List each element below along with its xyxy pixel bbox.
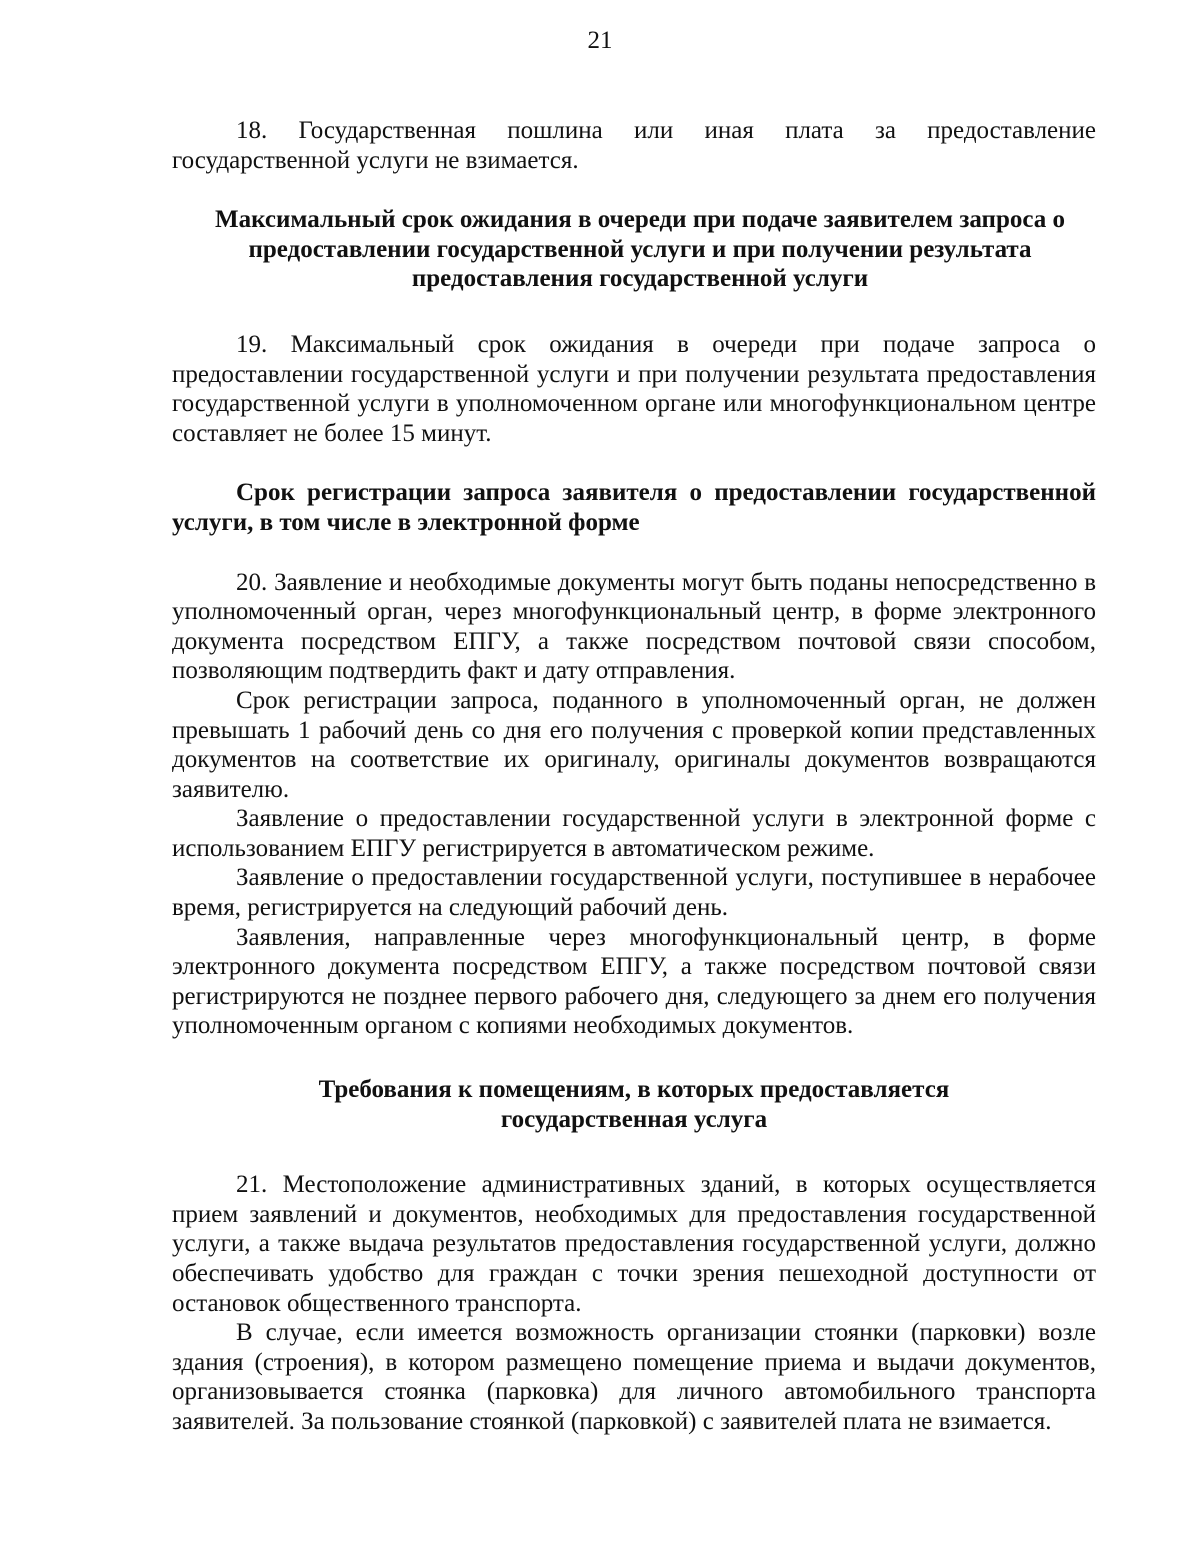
paragraph-20-mfc-registration: Заявления, направленные через многофункциональный центр, в форме электронного документа посредством ЕПГУ, а также посредством почтовой связи регистрируются не позднее первого рабочего дня, следующего за днем его получения уполномоченным органом с копиями необходимых документов. [172, 923, 1096, 1040]
paragraph-18: 18. Государственная пошлина или иная плата за предоставление государственной услуги не взимается. [172, 117, 1096, 174]
paragraph-20-non-working-time: Заявление о предоставлении государственной услуги, поступившее в нерабочее время, регистрируется на следующий рабочий день. [172, 864, 1096, 922]
section-heading-registration-term: Срок регистрации запроса заявителя о предоставлении государственной услуги, в том числе в электронной форме [172, 479, 1096, 536]
page-body [172, 116, 1096, 1437]
paragraph-21-parking: В случае, если имеется возможность организации стоянки (парковки) возле здания (строения), в котором размещено помещение приема и выдачи документов, организовывается стоянка (парковка) для личного автомобильного транспорта заявителей. За пользование стоянкой (парковкой) с заявителей плата не взимается. [172, 1319, 1096, 1435]
paragraph-21: 21. Местоположение административных зданий, в которых осуществляется прием заявлений и документов, необходимых для предоставления государственной услуги, а также выдача результатов предоставления государственной услуги, должно обеспечивать удобство для граждан с точки зрения пешеходной доступности от остановок общественного транспорта. [172, 1171, 1096, 1317]
paragraph-20: 20. Заявление и необходимые документы могут быть поданы непосредственно в уполномоченный орган, через многофункциональный центр, в форме электронного документа посредством ЕПГУ, а также посредством почтовой связи способом, позволяющим подтвердить факт и дату отправления. [172, 568, 1096, 685]
section-heading-queue-time: Максимальный срок ожидания в очереди при подаче заявителем запроса о предоставлении государственной услуги и при получении результата предоставления государственной услуги [214, 206, 1065, 293]
paragraph-20-electronic: Заявление о предоставлении государственной услуги в электронной форме с использованием ЕПГУ регистрируется в автоматическом режиме. [172, 805, 1096, 862]
section-heading-premises: Требования к помещениям, в которых предоставляется государственная услуга [318, 1076, 950, 1133]
page-number: 21 [587, 27, 613, 54]
paragraph-19: 19. Максимальный срок ожидания в очереди при подаче запроса о предоставлении государственной услуги и при получении результата предоставления государственной услуги в уполномоченном органе или многофункциональном центре составляет не более 15 минут. [172, 330, 1096, 447]
paragraph-20-registration-term: Срок регистрации запроса, поданного в уполномоченный орган, не должен превышать 1 рабочий день со дня его получения с проверкой копии представленных документов на соответствие их оригиналу, оригиналы документов возвращаются заявителю. [172, 686, 1096, 803]
